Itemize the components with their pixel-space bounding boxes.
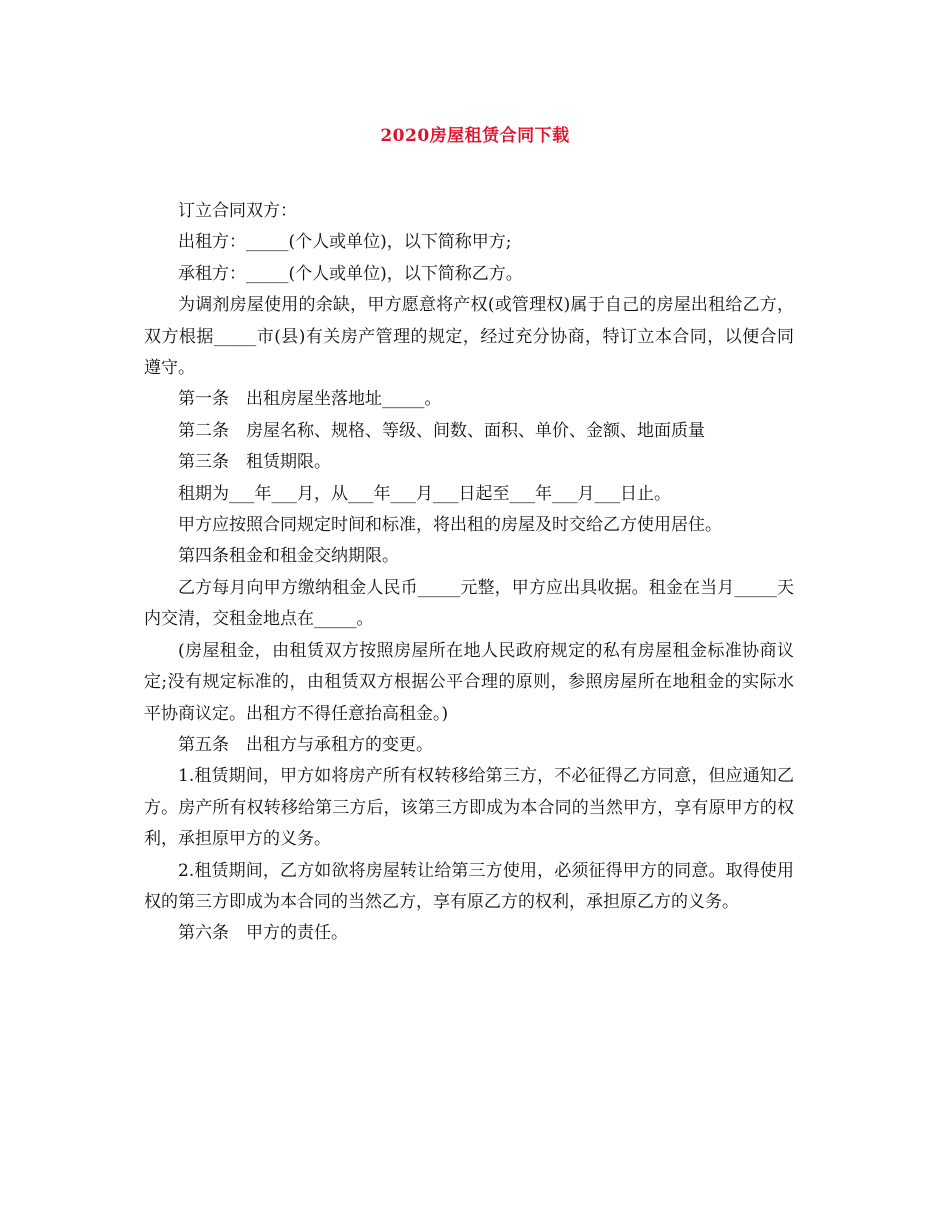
paragraph-article-4: 第四条租金和租金交纳期限。 xyxy=(178,546,399,567)
paragraph-rent-note: (房屋租金，由租赁双方按照房屋所在地人民政府规定的私有房屋租金标准协商议定;没有规定标准的，由租赁双方根据公平合理的原则，参照房屋所在地租金的实际水平协商议定。出租方不得任意抬高租金。) xyxy=(144,640,794,724)
paragraph-change-1: 1.租赁期间，甲方如将房产所有权转移给第三方，不必征得乙方同意，但应通知乙方。房产所有权转移给第三方后，该第三方即成为本合同的当然甲方，享有原甲方的权利，承担原甲方的义务。 xyxy=(144,766,794,850)
paragraph-lessee: 承租方：_____(个人或单位)，以下简称乙方。 xyxy=(178,263,523,284)
document-body xyxy=(144,196,794,950)
paragraph-article-1: 第一条 出租房屋坐落地址_____。 xyxy=(178,389,442,410)
paragraph-change-2: 2.租赁期间，乙方如欲将房屋转让给第三方使用，必须征得甲方的同意。取得使用权的第三方即成为本合同的当然乙方，享有原乙方的权利，承担原乙方的义务。 xyxy=(144,860,794,912)
paragraph-delivery: 甲方应按照合同规定时间和标准，将出租的房屋及时交给乙方使用居住。 xyxy=(178,515,722,536)
paragraph-parties-intro: 订立合同双方： xyxy=(178,201,297,221)
paragraph-lessor: 出租方：_____(个人或单位)，以下简称甲方; xyxy=(178,232,512,253)
paragraph-rent-payment: 乙方每月向甲方缴纳租金人民币_____元整，甲方应出具收据。租金在当月_____天内交清，交租金地点在_____。 xyxy=(144,577,794,630)
paragraph-lease-term: 租期为___年___月，从___年___月___日起至___年___月___日止。 xyxy=(178,483,671,504)
paragraph-article-6: 第六条 甲方的责任。 xyxy=(178,923,348,944)
document-title: 2020房屋租赁合同下载 xyxy=(380,126,570,146)
paragraph-article-3: 第三条 租赁期限。 xyxy=(178,452,331,473)
paragraph-article-2: 第二条 房屋名称、规格、等级、间数、面积、单价、金额、地面质量 xyxy=(178,420,705,441)
paragraph-article-5: 第五条 出租方与承租方的变更。 xyxy=(178,734,433,755)
paragraph-purpose: 为调剂房屋使用的余缺，甲方愿意将产权(或管理权)属于自己的房屋出租给乙方，双方根据_____市(县)有关房产管理的规定，经过充分协商，特订立本合同，以便合同遵守。 xyxy=(144,295,794,379)
